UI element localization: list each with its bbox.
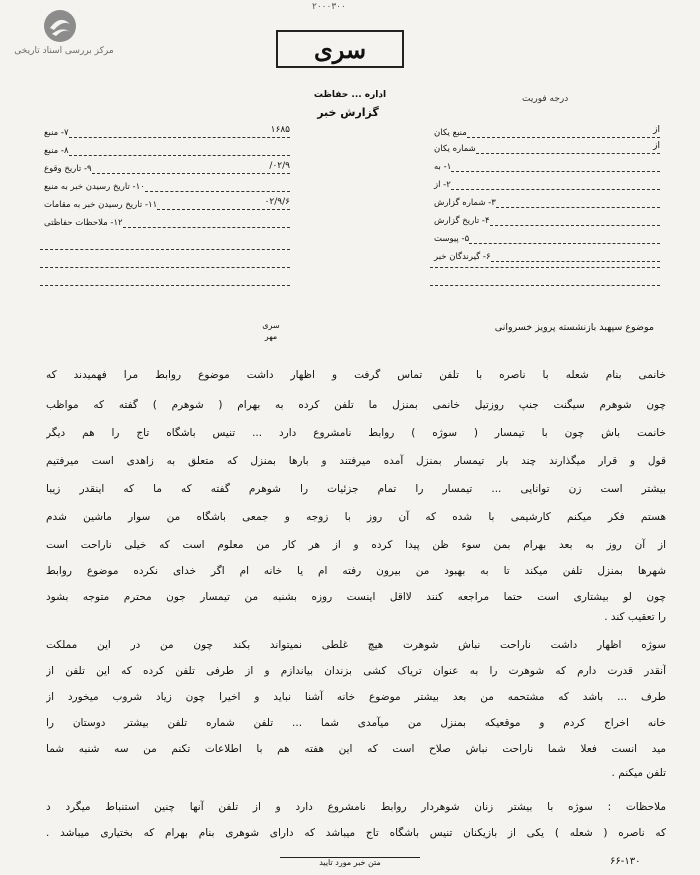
body-line: چون شوهرم سیگنت جنپ روزتیل خانمی بمنزل ما تلفن کرده به بهرام ( شوهرم ) گفته که مواظب (46, 399, 666, 411)
field-value: از (476, 141, 660, 154)
classification-line: سری (262, 321, 280, 330)
field-label: ۱۰- تاریخ رسیدن خبر به منبع (44, 182, 145, 192)
signature-note: متن خبر مورد تایید (280, 857, 420, 867)
body-line: طرف ... باشد که مشتحمه من بعد بیشتر موضوع خانه آشنا نباید و اخیرا چون زیاد شروب میخورد از (46, 691, 666, 703)
field-label: ۳- شماره گزارش (434, 198, 496, 208)
body-line: خانه اخراج کردم و موقعیکه بمنزل من میآمدی شما ... تلفن شماره تلفن بیشتر دوستان را (46, 717, 666, 729)
form-field (430, 140, 660, 154)
body-line: از آن روز به بعد بهرام بمن سوء ظن پیدا کرده و از هر کار من معلوم است که خیلی ناراحت است (46, 539, 666, 551)
blank-line (430, 266, 660, 268)
form-field (40, 214, 290, 228)
field-value (451, 159, 660, 172)
field-value (69, 143, 290, 156)
department-label: اداره ... حفاظت (313, 90, 387, 100)
note-line: که ناصره ( شعله ) یکی از بازیکنان تنیس باشگاه تاج میباشد که دارای شوهری بنام بهرام که بختیاری میباشد . (46, 827, 666, 839)
field-label: ۴- تاریخ گزارش (434, 216, 490, 226)
body-line: شهرها بمنزل تلفن میکند تا به بهبود من بیرون رفته ام یا خانه ام اگر خدای نکرده موضوع روابط (46, 565, 666, 577)
body-line: تلفن میکنم . (611, 767, 666, 779)
field-value: ۰۲/۹/۶ (157, 197, 290, 210)
field-value: از (467, 125, 660, 138)
form-field (430, 230, 660, 244)
body-line: را تعقیب کند . (604, 611, 666, 623)
field-value (145, 179, 290, 192)
field-label: ۹- تاریخ وقوع (44, 164, 92, 174)
field-value (490, 213, 660, 226)
body-line: مید انست فعلا شما ناراحت نباش صلاح است که این هفته هم با اطلاعات تکنم من سه شنبه شما (46, 743, 666, 755)
field-label: ۵- پیوست (434, 234, 470, 244)
body-line: چون لو بیشتاری است حتما مراجعه کنند لااقل اینست روزه بشنبه من تیمسار جون محترم متوجه بشود (46, 591, 666, 603)
field-label: شماره یکان (434, 144, 476, 154)
form-field (430, 176, 660, 190)
field-label: ۱۱- تاریخ رسیدن خبر به مقامات (44, 200, 158, 210)
form-field (40, 160, 290, 174)
field-value (491, 249, 660, 262)
field-label: منبع یکان (434, 128, 467, 138)
archive-logo-icon (42, 8, 78, 44)
form-field (40, 178, 290, 192)
field-label: ۸- منبع (44, 146, 69, 156)
field-label: ۱۲- ملاحظات حفاظتی (44, 218, 123, 228)
form-field (430, 212, 660, 226)
body-line: قول و قرار میگذارند چند بار تیمسار بمنزل آمده میرفتند و بارها بمنزل که متعلق به زاهدی است میرفتیم (46, 455, 666, 467)
document-type: گزارش خبر (317, 106, 379, 119)
top-reference-number: ۲۰۰۰۳۰۰ (312, 2, 346, 12)
field-value (451, 177, 660, 190)
body-line: سوژه اظهار داشت ناراحت نباش شوهرت هیچ غلطی نمیتواند بکند چون من در این مملکت (46, 639, 666, 651)
watermark (6, 6, 118, 58)
subject-line: موضوع سپهبد بازنشسته پرویز خسروانی (494, 322, 654, 333)
form-field (40, 124, 290, 138)
form-field (40, 196, 290, 210)
field-label: ۲- از (434, 180, 451, 190)
body-line: آنقدر قدرت دارم که شوهرت را به عنوان تریاک کشی بزندان بیاندازم و از طرفی تلفن کرده که این تلفن از (46, 665, 666, 677)
field-label: ۷- منبع (44, 128, 69, 138)
form-field (430, 194, 660, 208)
field-label: ۱- به (434, 162, 452, 172)
blank-line (40, 266, 290, 268)
form-field (430, 248, 660, 262)
field-value (469, 231, 660, 244)
field-value (496, 195, 660, 208)
watermark-text: مرکز بررسی اسناد تاریخی (14, 46, 114, 56)
form-field (430, 124, 660, 138)
body-line: خانمی بنام شعله با ناصره با تلفن تماس گرفت و اظهار داشت موضوع روابط مرا فهمیدند که (46, 369, 666, 381)
classification-stamp: سری (276, 30, 404, 68)
blank-line (40, 248, 290, 250)
note-line: ملاحظات : سوژه با بیشتر زنان شوهردار روابط نامشروع دارد و از تلفن آنها چنین استنباط میگرد د (46, 801, 666, 813)
body-line: هستم فکر میکنم کارشیمی با شده که آن روز با زوجه و جمعی باشگاه من سوار ماشین شدم (46, 511, 666, 523)
classification-line: مهر (264, 332, 278, 341)
form-field (430, 158, 660, 172)
classification-box (258, 320, 284, 342)
blank-line (40, 284, 290, 286)
body-line: بیشتر است زن توانایی ... تیمسار را تمام جزئیات را شوهرم گفته که ما که اینقدر زیبا (46, 483, 666, 495)
field-label: ۶- گیرندگان خبر (434, 252, 491, 262)
field-value: ۱۶۸۵ (69, 125, 290, 138)
field-value (123, 215, 290, 228)
form-field (40, 142, 290, 156)
body-line: خانمت باش چون با تیمسار ( سوژه ) روابط نامشروع دارد ... تنیس باشگاه تاج را هم دیگر (46, 427, 666, 439)
field-value: ۰۲/۹/ (92, 161, 290, 174)
blank-line (430, 284, 660, 286)
footer-number: ۶۶-۱۳۰ (610, 856, 641, 867)
priority-label: درجه فوریت (522, 94, 569, 104)
